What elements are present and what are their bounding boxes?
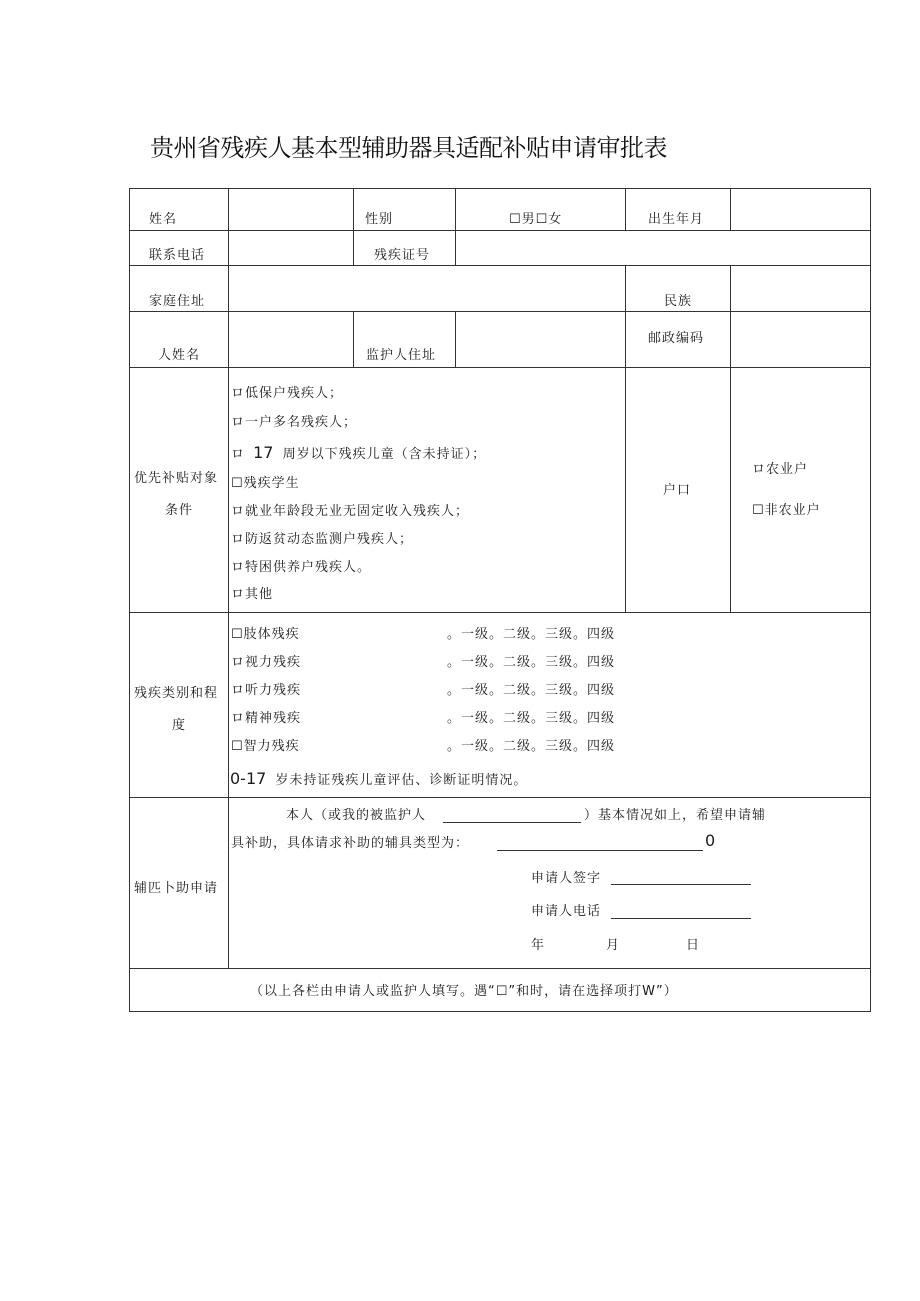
column-divider bbox=[730, 265, 731, 612]
priority-option-multi-disabled[interactable]: ロ一户多名残疾人； bbox=[231, 415, 358, 430]
home-address-field[interactable] bbox=[230, 267, 624, 310]
disability-type-hearing[interactable]: ロ听力残疾 bbox=[231, 683, 302, 698]
guardian-address-field[interactable] bbox=[457, 313, 624, 366]
applicant-phone-blank[interactable] bbox=[611, 918, 751, 919]
column-divider bbox=[455, 311, 456, 367]
row-divider bbox=[129, 968, 871, 969]
hukou-label: 户口 bbox=[663, 483, 692, 498]
disability-level-hearing[interactable]: 。一级。二级。三级。四级 bbox=[447, 683, 616, 698]
aid-type-prompt: 具补助，具体请求补助的辅具类型为： bbox=[231, 836, 470, 851]
application-statement-end: ）基本情况如上，希望申请辅 bbox=[584, 808, 767, 823]
name-field[interactable] bbox=[230, 190, 352, 229]
priority-option-other[interactable]: ロ其他 bbox=[231, 587, 274, 602]
postal-code-label: 邮政编码 bbox=[648, 331, 705, 346]
hukou-option-urban[interactable]: ☐非农业户 bbox=[752, 503, 821, 518]
priority-option-child-age: 17 bbox=[253, 443, 274, 462]
guardian-name-label: 人姓名 bbox=[158, 348, 201, 363]
date-year-label: 年 bbox=[531, 938, 546, 953]
child-assessment-note bbox=[230, 769, 527, 789]
signature-blank[interactable] bbox=[611, 884, 751, 885]
hukou-option-rural[interactable]: ロ农业户 bbox=[752, 462, 809, 477]
priority-option-low-income[interactable]: ロ低保户残疾人； bbox=[231, 386, 344, 401]
row-divider bbox=[129, 797, 871, 798]
birth-date-label: 出生年月 bbox=[648, 212, 705, 227]
gender-label: 性别 bbox=[365, 212, 394, 227]
column-divider bbox=[625, 188, 626, 230]
priority-option-special-care[interactable]: ロ特困供养户残疾人。 bbox=[231, 560, 372, 575]
disability-type-mental[interactable]: ロ精神残疾 bbox=[231, 711, 302, 726]
name-label: 姓名 bbox=[149, 212, 178, 227]
disability-level-physical[interactable]: 。一级。二级。三级。四级 bbox=[447, 627, 616, 642]
application-label: 辅匹卜助申请 bbox=[134, 881, 219, 896]
ethnicity-field[interactable] bbox=[732, 267, 869, 310]
page-title: 贵州省残疾人基本型辅助器具适配补贴申请审批表 bbox=[150, 134, 667, 162]
priority-option-student[interactable]: ☐残疾学生 bbox=[231, 476, 300, 491]
disability-level-mental[interactable]: 。一级。二级。三级。四级 bbox=[447, 711, 616, 726]
column-divider bbox=[625, 265, 626, 612]
disability-level-visual[interactable]: 。一级。二级。三级。四级 bbox=[447, 655, 616, 670]
aid-type-terminator: 0 bbox=[705, 831, 716, 850]
birth-date-field[interactable] bbox=[732, 190, 869, 229]
gender-options[interactable]: ☐男☐女 bbox=[509, 212, 563, 227]
guardian-address-label: 监护人住址 bbox=[366, 348, 437, 363]
ethnicity-label: 民族 bbox=[664, 294, 693, 309]
disability-cert-field[interactable] bbox=[457, 232, 869, 264]
priority-option-child-box: ロ bbox=[231, 447, 246, 462]
disability-type-physical[interactable]: ☐肢体残疾 bbox=[231, 627, 300, 642]
disability-label-line1: 残疾类别和程 bbox=[134, 686, 219, 701]
aid-type-blank[interactable] bbox=[497, 850, 703, 851]
child-age-range: 0-17 bbox=[230, 769, 267, 788]
row-divider bbox=[129, 367, 871, 368]
postal-code-field[interactable] bbox=[732, 313, 869, 366]
row-divider bbox=[129, 230, 871, 231]
column-divider bbox=[228, 188, 229, 968]
home-address-label: 家庭住址 bbox=[149, 294, 206, 309]
column-divider bbox=[353, 311, 354, 367]
date-day-label: 日 bbox=[686, 938, 701, 953]
disability-cert-label: 残疾证号 bbox=[374, 248, 431, 263]
phone-field[interactable] bbox=[230, 232, 352, 264]
priority-option-poverty-monitor[interactable]: ロ防返贫动态监测户残疾人； bbox=[231, 532, 414, 547]
priority-option-child[interactable] bbox=[231, 443, 486, 463]
priority-label-line2: 条件 bbox=[165, 503, 194, 518]
disability-type-visual[interactable]: ロ视力残疾 bbox=[231, 655, 302, 670]
phone-label: 联系电话 bbox=[149, 248, 206, 263]
footer-note: （以上各栏由申请人或监护人填写。遇“☐”和时，请在选择项打W”） bbox=[250, 984, 678, 999]
disability-type-intellectual[interactable]: ☐智力残疾 bbox=[231, 739, 300, 754]
column-divider bbox=[455, 188, 456, 265]
column-divider bbox=[730, 188, 731, 230]
guardian-name-field[interactable] bbox=[230, 313, 352, 366]
row-divider bbox=[129, 265, 871, 266]
priority-option-child-text: 周岁以下残疾儿童（含未持证）； bbox=[282, 447, 487, 462]
child-assessment-text: 岁未持证残疾儿童评估、诊断证明情况。 bbox=[275, 773, 528, 788]
applicant-phone-label: 申请人电话 bbox=[531, 904, 602, 919]
row-divider bbox=[129, 612, 871, 613]
application-statement-start: 本人（或我的被监护人 bbox=[286, 808, 427, 823]
priority-label-line1: 优先补贴对象 bbox=[134, 471, 219, 486]
row-divider bbox=[129, 311, 871, 312]
date-month-label: 月 bbox=[606, 938, 621, 953]
column-divider bbox=[353, 188, 354, 265]
priority-option-unemployed[interactable]: ロ就业年龄段无业无固定收入残疾人； bbox=[231, 504, 470, 519]
signature-label: 申请人签字 bbox=[531, 871, 602, 886]
ward-name-blank[interactable] bbox=[443, 822, 581, 823]
disability-label-line2: 度 bbox=[172, 718, 187, 733]
disability-level-intellectual[interactable]: 。一级。二级。三级。四级 bbox=[447, 739, 616, 754]
